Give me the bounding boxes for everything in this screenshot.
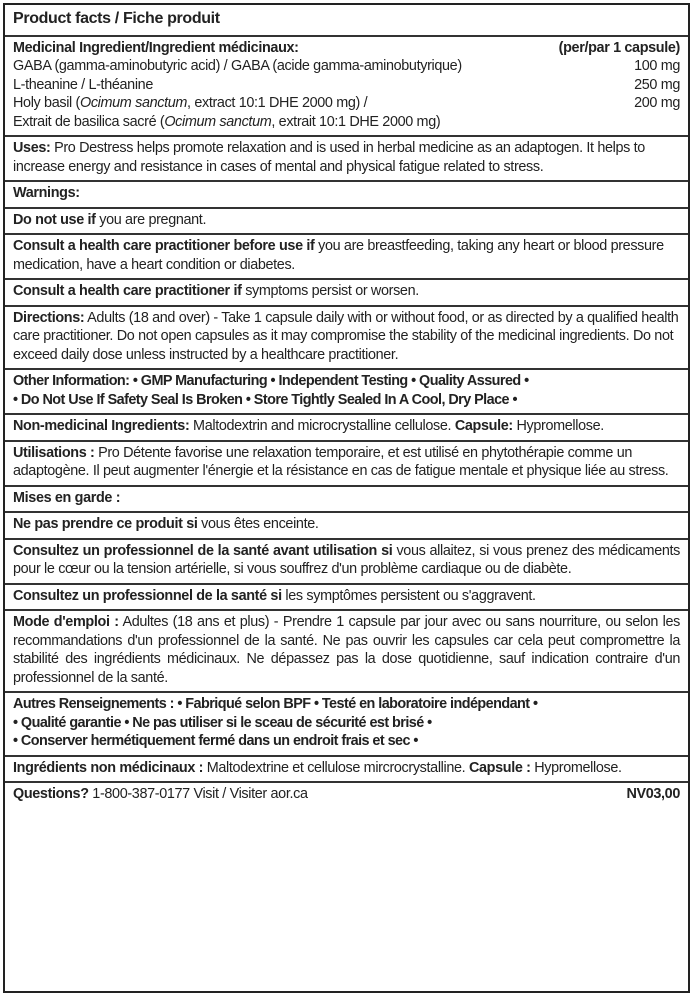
ingredient-row-theanine	[13, 76, 680, 95]
mode-emploi-label: Mode d'emploi :	[13, 614, 119, 630]
ingredient-name: GABA (gamma-aminobutyric acid) / GABA (acide gamma-aminobutyrique)	[13, 58, 462, 74]
questions-label: Questions?	[13, 786, 89, 802]
questions-line	[13, 785, 308, 804]
footer-section	[5, 783, 688, 808]
basil-fr-post: , extrait 10:1 DHE 2000 mg)	[271, 113, 441, 130]
medicinal-ingredients-section	[5, 37, 688, 138]
non-medicinal-label: Non-medicinal Ingredients:	[13, 418, 190, 434]
consult-before-use-section	[5, 235, 688, 280]
consult-before-text: you are breastfeeding, taking any heart or blood pressure medication, have a heart condition or diabetes.	[13, 238, 664, 273]
autres-line-1-text: Autres Renseignements : • Fabriqué selon BPF • Testé en laboratoire indépendant •	[13, 696, 538, 712]
capsule-fr-text: Hypromellose.	[530, 759, 622, 776]
directions-section	[5, 307, 688, 371]
ingredient-name	[13, 94, 367, 113]
directions-text: Adults (18 and over) - Take 1 capsule daily with or without food, or as directed by a qualified health care practitioner. Do not open capsules as it may compromise the stability of the medicinal ingredients. Do not exceed daily dose unless instructed by a healthcare practitioner.	[13, 309, 679, 363]
basil-fr-latin-name: Ocimum sanctum	[164, 113, 272, 130]
other-info-line-1-text: Other Information: • GMP Manufacturing • Independent Testing • Quality Assured •	[13, 373, 529, 389]
product-code: NV03,00	[626, 786, 680, 802]
ingredient-row-gaba	[13, 57, 680, 76]
consultez-avant-label: Consultez un professionnel de la santé avant utilisation si	[13, 542, 393, 559]
mode-emploi-text: Adultes (18 ans et plus) - Prendre 1 capsule par jour avec ou sans nourriture, ou selon les recommandations d'un professionnel de la santé. Ne pas ouvrir les capsules car cela peut compromettre la stabilité des ingrédients médicinaux. Ne dépassez pas la dose quotidienne, sauf indication contraire d'un professionnel de la santé.	[13, 614, 680, 686]
basil-latin-name: Ocimum sanctum	[79, 95, 188, 111]
ingredient-name: L-theanine / L-théanine	[13, 76, 153, 93]
uses-section	[5, 137, 688, 182]
consult-if-label: Consult a health care practitioner if	[13, 283, 242, 299]
directions-label: Directions:	[13, 309, 85, 326]
autres-line-1	[13, 695, 680, 714]
mode-emploi-section	[5, 611, 688, 693]
non-medicinaux-label: Ingrédients non médicinaux :	[13, 759, 204, 776]
ne-pas-prendre-label: Ne pas prendre ce produit si	[13, 516, 198, 532]
consultez-avant-section	[5, 540, 688, 585]
ingredient-amount: 100 mg	[634, 58, 680, 74]
mises-en-garde-heading: Mises en garde :	[13, 489, 121, 506]
mises-en-garde-heading-section	[5, 487, 688, 514]
non-medicinaux-section	[5, 757, 688, 784]
utilisations-text: Pro Détente favorise une relaxation temporaire, et est utilisé en phytothérapie comme un adaptogène. Il peut augmenter l'énergie et la résistance en cas de fatigue mentale et physique liée au stress.	[13, 444, 669, 479]
title-text: Product facts / Fiche produit	[13, 10, 220, 27]
do-not-use-text: you are pregnant.	[95, 211, 207, 228]
non-medicinaux-text: Maltodextrine et cellulose mircrocrystalline.	[203, 759, 469, 776]
warnings-heading: Warnings:	[13, 185, 80, 201]
consult-if-text: symptoms persist or worsen.	[241, 283, 419, 299]
autres-renseignements-section	[5, 693, 688, 757]
consult-before-label: Consult a health care practitioner before use if	[13, 238, 315, 254]
basil-fr-pre: Extrait de basilica sacré (	[13, 113, 165, 130]
utilisations-label: Utilisations :	[13, 444, 95, 461]
consult-if-section	[5, 280, 688, 307]
ingredient-amount: 200 mg	[634, 95, 680, 111]
non-medicinal-section	[5, 415, 688, 442]
uses-text: Pro Destress helps promote relaxation and is used in herbal medicine as an adaptogen. It helps to increase energy and resistance in cases of mental and physical fatigue related to stress.	[13, 140, 645, 175]
autres-line-2	[13, 714, 680, 733]
consultez-si-text: les symptômes persistent ou s'aggravent.	[281, 587, 536, 604]
panel-title	[5, 5, 688, 37]
other-info-line-2	[13, 391, 680, 410]
other-info-line-2-text: • Do Not Use If Safety Seal Is Broken • Store Tightly Sealed In A Cool, Dry Place •	[13, 391, 517, 408]
autres-line-2-text: • Qualité garantie • Ne pas utiliser si le sceau de sécurité est brisé •	[13, 714, 432, 731]
consultez-avant-text: vous allaitez, si vous prenez des médicaments pour le cœur ou la tension artérielle, si vous souffrez d'un problème cardiaque ou de diabète.	[13, 542, 680, 577]
do-not-use-label: Do not use if	[13, 211, 96, 228]
do-not-use-section	[5, 209, 688, 236]
warnings-heading-section	[5, 182, 688, 209]
basil-name-post: , extract 10:1 DHE 2000 mg) /	[187, 95, 368, 111]
ne-pas-prendre-section	[5, 513, 688, 540]
non-medicinal-text: Maltodextrin and microcrystalline cellulose.	[189, 418, 455, 434]
ingredient-row-holy-basil	[13, 94, 680, 113]
autres-line-3	[13, 732, 680, 751]
contact-text: 1-800-387-0177 Visit / Visiter aor.ca	[88, 786, 308, 802]
capsule-text: Hypromellose.	[512, 418, 604, 434]
ne-pas-prendre-text: vous êtes enceinte.	[197, 516, 319, 532]
consultez-si-label: Consultez un professionnel de la santé si	[13, 587, 282, 604]
ingredient-amount: 250 mg	[634, 76, 680, 93]
ingredient-row-basil-fr	[13, 113, 680, 132]
capsule-label: Capsule:	[454, 418, 513, 434]
utilisations-section	[5, 442, 688, 487]
basil-name-pre: Holy basil (	[13, 95, 80, 111]
ingredients-header-row	[13, 39, 680, 58]
consultez-si-section	[5, 585, 688, 612]
ingredients-heading: Medicinal Ingredient/Ingredient médicinaux:	[13, 39, 299, 56]
other-information-section	[5, 370, 688, 415]
autres-line-3-text: • Conserver hermétiquement fermé dans un endroit frais et sec •	[13, 733, 418, 749]
capsule-fr-label: Capsule :	[468, 759, 531, 776]
other-info-line-1	[13, 372, 680, 391]
per-capsule-label: (per/par 1 capsule)	[558, 39, 680, 56]
product-facts-panel	[3, 3, 690, 993]
uses-label: Uses:	[13, 140, 51, 156]
